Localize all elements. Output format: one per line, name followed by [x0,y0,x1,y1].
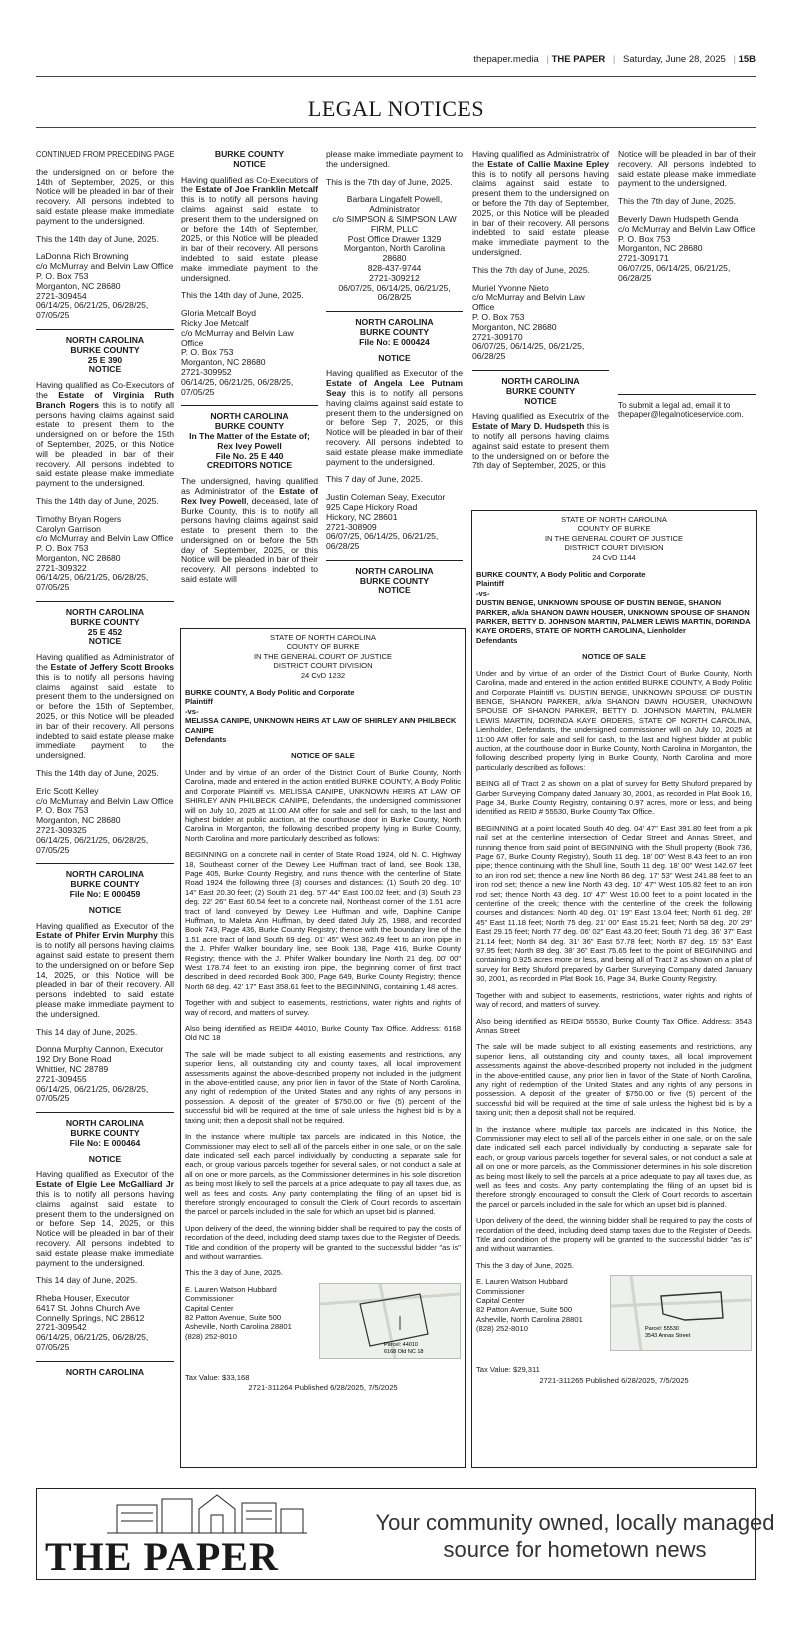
text-line: NORTH CAROLINA [355,565,434,576]
text-line: Morganton, North Carolina [343,243,446,254]
text-line: 2721-309171 [618,253,669,264]
text-line: BURKE COUNTY [214,149,285,159]
text-line: Ricky Joe Metcalf [181,317,249,328]
text-line: Muriel Yvonne Nieto [472,282,549,293]
text-line: c/o McMurray and Belvin Law Office [181,327,294,348]
text-line: 2721-309325 [36,825,87,836]
sale-text: In the instance where multiple tax parcels are indicated in this Notice, the Commissioner may elect to sell all of the parcels either in one sale, or on the sale date indicated sell each parcel individually by conducting a separate sale for each, or group various parcels together for several sales, or not conduct a sale at all on one or more parcels, as the Commissioner determines in his sole discretion as being most likely to sell the parcels at a price adequate to pay all taxes due, as well as fees and costs. Any party contemplating the filing of an upset bid is therefore strongly encouraged to consult the Clerk of Court records to ascertain the parcel or parcels included in the sale for which an upset bid is planned. [185,1132,461,1217]
text-line: NORTH CAROLINA [65,607,145,618]
text-line: 25 E 390 [87,354,123,365]
text-line: 192 Dry Bone Road [36,1054,112,1065]
map-address-label: 6168 Old NC 18 [384,1348,424,1355]
notice-signature [618,215,756,284]
notice-divider [326,311,463,312]
notice-divider [36,1112,174,1113]
notice-text: Having qualified as Executor of the Estate of Phifer Ervin Murphy this is to notify all persons having claims against said estate to present them to the undersigned on or before Sep 14, 2025, or this Notice will be pleaded in bar of their recovery. All persons indebted to said estate please make immediate payment to the undersigned. [36,920,174,1019]
text-line: Capital Center [185,1303,234,1313]
text-line: NOTICE [233,158,266,169]
notice-date: This the 7th day of June, 2025. [618,196,737,207]
case-parties [185,688,461,744]
sale-text: BEING all of Tract 2 as shown on a plat of survey for Betty Shuford prepared by Garber Surveying Company dated January 30, 2001, as recorded in Plat Book 16, Page 34, Burke County Registry, containing 0.97 acres, more or less, and being identified as REID # 55530, Burke County Tax Office. [476,779,752,817]
notice-text: the undersigned on or before the 14th of September, 2025, or this Notice will be pleaded in bar of their recovery. All persons indebted to said estate please make immediate payment to the undersigned. [36,166,174,226]
notice-divider [618,394,756,395]
notice-date: This the 7th day of June, 2025. [472,264,591,275]
notice-of-sale-box [471,510,757,1468]
notice-signature [181,309,318,397]
text-line: 2721-309542 [36,1322,87,1333]
notice-heading [326,318,463,347]
notice-heading [36,1119,174,1148]
text-line: File No: E 000464 [69,1137,141,1148]
text-line: c/o McMurray and Belvin Law Office [36,261,174,272]
notice-of-sale-box [180,628,466,1468]
notice-divider [36,1361,174,1362]
text-line: STATE OF NORTH CAROLINA [270,633,376,642]
text-line: 06/14/25, 06/21/25, 06/28/25, 07/05/25 [36,300,149,321]
section-title: LEGAL NOTICES [307,96,485,121]
text-line: Morganton, NC 28680 [472,321,557,332]
text-line: Connelly Springs, NC 28612 [36,1312,145,1323]
text-line: Post Office Drawer 1329 [347,233,442,244]
notice-heading [181,150,318,170]
text-line: c/o SIMPSON & SIMPSON LAW FIRM, PLLC [332,213,457,234]
sale-text: Together with and subject to easements, restrictions, water rights and rights of way of record, and matters of survey. [476,990,752,1010]
text-line: P. O. Box 753 [36,543,89,554]
continued-label: CONTINUED FROM PRECEDING PAGE [36,150,175,159]
text-line: Plaintiff [185,697,213,707]
text-line: 28680 [382,253,407,264]
text-line: Rex Ivey Powell [217,440,282,451]
text-line: BURKE COUNTY [359,326,430,337]
text-line: 06/14/25, 06/21/25, 06/28/25, 07/05/25 [36,572,149,593]
notice-heading [36,336,174,375]
text-line: NOTICE [88,636,122,647]
notice-signature [36,1294,174,1353]
text-line: 2721-308909 [326,521,377,532]
notice-heading [36,608,174,647]
notice-divider [472,370,609,371]
text-line: (828) 252-8010 [476,1324,528,1334]
text-line: BURKE COUNTY [70,616,140,627]
text-line: File No: E 000424 [359,336,430,347]
text-line: NOTICE [524,395,557,406]
notice-date: This 14 day of June, 2025. [36,1275,138,1286]
notice-text: Notice will be pleaded in bar of their recovery. All persons indebted to said estate please make immediate payment to the undersigned. [618,149,756,189]
notice-text: please make immediate payment to the undersigned. [326,149,463,169]
text-line: Carolyn Garrison [36,523,101,534]
text-line: BURKE COUNTY [70,1127,140,1138]
text-line: BURKE COUNTY, A Body Politic and Corporate [476,570,646,580]
text-line: Whittier, NC 28789 [36,1063,109,1074]
text-line: Morganton, NC 28680 [618,243,703,254]
text-line: CREDITORS NOTICE [206,460,293,471]
notice-divider [326,560,463,561]
text-line: BURKE COUNTY, A Body Politic and Corporate [185,688,355,698]
notice-date: This is the 7th day of June, 2025. [326,176,453,187]
tax-value: Tax Value: $29,311 [476,1365,540,1375]
text-line: LaDonna Rich Browning [36,251,129,262]
notice-divider [36,601,174,602]
sale-text: The sale will be made subject to all existing easements and restrictions, any superior liens, all outstanding city and county taxes, all local improvement assessments against the above-described property not included in the judgment in the above-entitled cause, any prior lien in favor of the State of North Carolina, any right of redemption of the United States and any rights of any persons in possession. A deposit of the greater of $750.00 or five (5) percent of the successful bid will be required at the time of sale unless the highest bid is by a taxing unit; then a deposit shall not be required. [476,1042,752,1118]
notice-text: Having qualified as Administratrix of the Estate of Callie Maxine Epley this is to notify all persons having claims against said estate to present them to the undersigned on or before the 7th day of September, 2025, or this Notice will be pleaded in bar of their recovery. All persons indebted to said estate please make immediate payment to the undersigned. [472,149,609,257]
text-line: File No: E 000459 [69,889,141,899]
notice-text: Having qualified as Executor of the Estate of Elgie Lee McGalliard Jr this is to notify all persons having claims against said estate to present them to the undersigned on or before Sep 14, 2025, or this Notice will be pleaded in bar of their recovery. All persons indebted to said estate please make immediate payment to the undersigned. [36,1169,174,1268]
column-4 [472,150,609,479]
sale-text: Also being identified as REID# 55530, Burke County Tax Office. Address: 3543 Annas Street [476,1016,752,1035]
text-line: P. O. Box 753 [181,347,234,358]
notice-signature [36,787,174,856]
text-line: BURKE COUNTY [505,385,576,396]
text-line: 06/14/25, 06/21/25, 06/28/25, 07/05/25 [36,1083,149,1104]
text-line: 06/07/25, 06/14/25, 06/21/25, 06/28/25 [326,531,439,552]
paper-name: THE PAPER [551,54,606,65]
sale-title: NOTICE OF SALE [582,652,646,662]
text-line: (828) 252-8010 [185,1331,237,1341]
court-heading [185,633,461,680]
sale-text: Upon delivery of the deed, the winning bidder shall be required to pay the costs of recordation of the deed, including deed stamp taxes due to the Register of Deeds. Title and condition of the property will be granted to the successful bidder "as is" and without warranties. [185,1223,461,1261]
text-line: In The Matter of the Estate of; [189,430,310,441]
text-line: Asheville, North Carolina 28801 [185,1322,292,1332]
map-parcel-label: Parcel: 44010 [384,1341,418,1348]
column-5 [618,150,756,428]
notice-heading [472,377,609,406]
notice-label: NOTICE [88,1153,122,1164]
text-line: 2721-309455 [36,1073,87,1084]
text-line: 2721-309170 [472,331,523,342]
notice-date: This the 14th day of June, 2025. [36,233,159,244]
text-line: IN THE GENERAL COURT OF JUSTICE [253,651,393,661]
sale-text: Under and by virtue of an order of the District Court of Burke County, North Carolina, made and entered in the action entitled BURKE COUNTY, A Body Politic and Corporate Plaintiff vs. DUSTIN BENGE, UNKNOWN SPOUSE OF DUSTIN BENGE, SHANON PARKER, a/k/a SHANON DAWN HOUSER, UNKNOWN SPOUSE OF SHANON PARKER, BETTY D. JOHNSON MARTIN, PALMER LEWIS MARTIN, DORINDA KAYE ORDERS, STATE OF NORTH CAROLINA, Lienholder, Defendants, the undersigned commissioner will on July 10, 2025 at 11:00 AM offer for sale and sell for cash, to the last and highest bidder at public auction, at the courthouse door in Burke County, North Carolina in Morganton, the following described property lying in Burke County, North Carolina and more particularly described as follows: [476,668,752,772]
text-line: 06/14/25, 06/21/25, 06/28/25, 07/05/25 [36,1332,149,1353]
text-line: NORTH CAROLINA [210,411,289,422]
notice-signature [36,252,174,321]
text-line: Asheville, North Carolina 28801 [476,1314,583,1324]
notice-text: Having qualified as Co-Executors of the Estate of Virginia Ruth Branch Rogers this is to notify all persons having claims against said estate to present them to the undersigned on or before the 15th of September, 2025, or this Notice will be pleaded in bar of their recovery. All persons indebted to said estate please make immediate payment to the undersigned. [36,380,174,489]
notice-text: Having qualified as Executor of the Estate of Angela Lee Putnam Seay this is to notify all persons having claims against said estate to present them to the undersigned on or before Sep 7, 2025, or this Notice will be pleaded in bar of their recovery. All persons indebted to said estate please make immediate payment to the undersigned. [326,368,463,467]
paper-logo: THE PAPER [45,1534,279,1579]
text-line: 06/14/25, 06/21/25, 06/28/25, 07/05/25 [36,834,149,855]
sale-date: This the 3 day of June, 2025. [185,1268,283,1278]
sale-text: Upon delivery of the deed, the winning bidder shall be required to pay the costs of recordation of the deed, including deed stamp taxes due to the Register of Deeds. Title and condition of the property will be granted to the successful bidder "as is" and without warranties. [476,1216,752,1254]
text-line: P. O. Box 753 [36,270,89,281]
notice-signature [36,1045,174,1104]
notice-heading: NORTH CAROLINA [65,1366,145,1377]
text-line: DISTRICT COURT DIVISION [273,661,373,671]
parcel-map-drawing [320,1284,460,1358]
text-line: 2721-309212 [369,272,420,283]
text-line: MELISSA CANIPE, UNKNOWN HEIRS AT LAW OF SHIRLEY ANN PHILBECK CANIPE [185,716,457,735]
text-line: Eric Scott Kelley [36,785,99,796]
parcel-map [610,1275,752,1351]
town-buildings-icon [107,1491,307,1535]
column-1 [36,150,174,1384]
tax-value: Tax Value: $33,168 [185,1372,250,1382]
notice-text: Having qualified as Administrator of the Estate of Jeffery Scott Brooks this is to notify all persons having claims against said estate to present them to the undersigned on or before the 15th of September, 2025, or this Notice will be pleaded in bar of their recovery. All persons indebted to said estate please make immediate payment to the undersigned. [36,652,175,761]
text-line: STATE OF NORTH CAROLINA [561,515,667,524]
text-line: Timothy Bryan Rogers [36,513,122,524]
sale-text: Together with and subject to easements, restrictions, water rights and rights of way of record, and matters of survey. [185,998,461,1017]
notice-label: NOTICE [378,352,411,363]
text-line: COUNTY OF BURKE [286,642,360,652]
submit-ad-info: To submit a legal ad, email it to thepaper@legalnoticeservice.com. [618,400,744,420]
text-line: 2721-309322 [36,562,87,573]
text-line: E. Lauren Watson Hubbard [185,1284,277,1294]
text-line: File No. 25 E 440 [215,450,284,461]
publication-info: 2721-311264 Published 6/28/2025, 7/5/2025 [248,1383,398,1393]
tagline: Your community owned, locally managed source for hometown news [375,1510,775,1562]
sale-text: Under and by virtue of an order of the District Court of Burke County, North Carolina, made and entered in the action entitled BURKE COUNTY, A Body Politic and Corporate Plaintiff vs. MELISSA CANIPE, UNKNOWN HEIRS AT LAW OF SHIRLEY ANN PHILBECK CANIPE, Defendants, the undersigned commissioner will on July 10, 2025 at 11:00 AM offer for sale and sell for cash, to the last and highest bidder at public auction, at the courthouse door in Burke County, North Carolina in Morganton, the following described property lying in Burke County, North Carolina and more particularly described as follows: [185,767,461,843]
text-line: NORTH CAROLINA [501,375,580,386]
text-line: 25 E 452 [87,626,123,637]
sale-text: In the instance where multiple tax parcels are indicated in this Notice, the Commissioner may elect to sell all of the parcels either in one sale, or on the sale date indicated sell each parcel individually by conducting a separate sale for each, or group various parcels together for several sales, or not conduct a sale at all on one or more parcels, as the Commissioner determines in his sole discretion as being most likely to sell the parcels at a price adequate to pay all taxes due, as well as fees and costs. Any party contemplating the filing of an upset bid is therefore strongly encouraged to consult the Clerk of Court records to ascertain the parcel or parcels included in the sale for which an upset bid is planned. [476,1124,752,1209]
text-line: 24 CvD 1144 [592,552,636,562]
text-line: P. O. Box 753 [618,233,671,244]
text-line: P. O. Box 753 [472,311,525,322]
text-line: Donna Murphy Cannon, Executor [36,1044,164,1055]
text-line: 24 CvD 1232 [300,670,346,680]
text-line: P. O. Box 753 [36,805,89,816]
text-line: IN THE GENERAL COURT OF JUSTICE [544,533,684,543]
notice-heading [36,870,174,899]
text-line: c/o McMurray and Belvin Law Office [618,223,756,234]
notice-date: This the 14th day of June, 2025. [36,768,159,779]
parcel-map [319,1283,461,1359]
text-line: BURKE COUNTY [359,575,430,586]
text-line: c/o McMurray and Belvin Law Office [472,292,585,313]
page-number: 15B [738,54,756,65]
text-line: 6417 St. Johns Church Ave [36,1302,140,1313]
text-line: Beverly Dawn Hudspeth Genda [618,213,739,224]
text-line: E. Lauren Watson Hubbard [476,1277,568,1287]
text-line: 06/07/25, 06/14/25, 06/21/25, 06/28/25 [472,341,585,362]
text-line: DISTRICT COURT DIVISION [564,543,664,553]
text-line: Capital Center [476,1296,525,1306]
map-address-label: 3543 Annas Street [645,1333,691,1340]
text-line: 925 Cape Hickory Road [326,501,418,512]
notice-label: NOTICE [88,904,122,915]
sale-date: This the 3 day of June, 2025. [476,1260,574,1270]
site-url[interactable]: thepaper.media [473,54,539,65]
publication-info: 2721-311265 Published 6/28/2025, 7/5/2025 [539,1375,689,1385]
text-line: Morganton, NC 28680 [181,357,266,368]
text-line: Gloria Metcalf Boyd [181,308,256,319]
sale-text: BEGINNING at a point located South 40 deg. 04' 47" East 391.80 feet from a pk nail set at the centerline intersection of Cedar Street and Annas Street, and running thence from said point of BEGINNING with the Shull property (Book 736, Page 67, Burke County Registry), South 11 deg. 18' 00" West 8.43 feet to an iron pipe; thence continuing with the Shull line, South 11 deg. 18' 00" West 142.67 feet to an iron rod set; thence a new line North 86 deg. 17' 53" West 241.88 feet to an iron rod set; thence a new line North 43 deg. 10' 47" West 105.82 feet to an iron rod set; thence North 43 deg. 10' 47" West 10.00 feet to a point located in the centerline of the creek; thence with the centerline of the creek the following courses and distances: North 40 deg. 01' 19" East 13.04 feet; North 61 deg. 28' 45" East 11.18 feet; North 75 deg. 21' 00" East 15.21 feet; North 58 deg. 20' 29" East 29.15 feet; North 77 deg. 06' 02" East 43.20 feet; South 71 deg. 36' 37" East 21.14 feet; North 84 deg. 31' 36" East 57.78 feet; North 87 deg. 15' 53" East 97.95 feet; North 89 deg. 38' 36" East 75.65 feet to the point of BEGINNING and containing 0.925 acres more or less, and being all of Tract 2 as shown on a plat of survey for Betty Shuford prepared by Garber Surveying Company dated January 30, 2001, as recorded in Plat Book 16, Page 34, Burke County Registry. [476,823,752,984]
notice-heading [326,567,463,596]
text-line: Justin Coleman Seay, Executor [326,492,446,503]
text-line: Plaintiff [476,579,504,589]
sale-text: BEGINNING on a concrete nail in center of State Road 1924, old N. C. Highway 18, Southeast corner of the Dewey Lee Huffman tract of land, see Book 138, Page 405, Burke County Registry, and runs thence with the centerline of State Road 1924 the following three (3) courses and distances: (1) South 20 deg. 10' 14" East 20.30 feet; (2) South 21 deg. 57' 44" East 100.02 feet; and (3) South 23 deg. 22' 26" East 60.54 feet to a concrete nail, Northeast corner of the 1.51 acre tract of land conveyed by Dewey Lee Huffman and wife, Daphine Canipe Huffman, to Maleta Ann Huffman, by deed dated July 25, 1988, and recorded Book 743, Page 436, Burke County Registry; thence with the boundary line of the 1.51 acre tract of land South 69 deg. 01' 45" West 362.49 feet to an iron pipe in the J. Phifer Walker boundary line, see Book 138, Page 416, Burke County Registry; thence with the J. Phifer Walker boundary line North 21 deg. 00' 00" West 178.74 feet to an existing iron pipe, the beginning corner of first tract described in deed recorded Book 300, Page 649, Burke County Registry; thence North 68 deg. 42' 17" East 358.61 feet to the BEGINNING, containing 1.48 acres. [185,850,461,991]
parcel-map-drawing [611,1276,751,1350]
text-line: BURKE COUNTY [70,879,140,890]
case-parties [476,570,752,645]
notice-divider [181,405,318,406]
notice-date: This the 14th day of June, 2025. [181,290,304,301]
text-line: NORTH CAROLINA [65,869,145,880]
text-line: 82 Patton Avenue, Suite 500 [185,1313,282,1322]
title-divider [36,127,756,128]
text-line: NORTH CAROLINA [65,1118,145,1129]
text-line: Hickory, NC 28601 [326,511,398,522]
notice-divider [36,329,174,330]
text-line: NORTH CAROLINA [355,317,434,328]
column-3 [326,150,463,602]
notice-signature [472,284,609,362]
sale-title: NOTICE OF SALE [291,751,355,761]
sale-text: The sale will be made subject to all existing easements and restrictions, any superior liens, all outstanding city and county taxes, all local improvement assessments against the above-described property not included in the judgment in the above-entitled cause, any prior lien in favor of the State of North Carolina, any right of redemption of the United States and any rights of any persons in possession. A deposit of the greater of $750.00 or five (5) percent of the successful bid will be required at the time of sale unless the highest bid is by a taxing unit; then a deposit shall not be required. [185,1049,461,1125]
notice-signature [326,493,463,552]
text-line: Administrator [369,204,420,215]
text-line: 06/07/25, 06/14/25, 06/21/25, 06/28/25 [338,282,451,303]
text-line: c/o McMurray and Belvin Law Office [36,795,174,806]
notice-date: This the 14th day of June, 2025. [36,495,159,506]
text-line: -vs- [476,588,490,598]
text-line: -vs- [185,706,199,716]
issue-date: Saturday, June 28, 2025 [622,54,726,65]
text-line: NOTICE [378,585,411,596]
text-line: DUSTIN BENGE, UNKNOWN SPOUSE OF DUSTIN BENGE, SHANON PARKER, a/k/a SHANON DAWN HOUSER, UNKNOWN SPOUSE OF SHANON PARKER, BETTY D. JOHNSON MARTIN, PALMER LEWIS MARTIN, DORINDA KAYE ORDERS, STATE OF NORTH CAROLINA, Lienholder [476,598,751,636]
notice-text: Having qualified as Executrix of the Estate of Mary D. Hudspeth this is to notify all persons having claims against said estate to present them to the undersigned on or before the 7th day of September, 2025, or this [472,411,609,471]
text-line: BURKE COUNTY [70,344,140,355]
notice-divider [36,863,174,864]
notice-date: This 14 day of June, 2025. [36,1026,138,1037]
notice-signature [36,515,174,593]
text-line: Morganton, NC 28680 [36,280,121,291]
text-line: Morganton, NC 28680 [36,552,121,563]
text-line: Defendants [476,635,518,645]
map-parcel-label: Parcel: 55530 [645,1326,679,1333]
text-line: 82 Patton Avenue, Suite 500 [476,1305,573,1315]
text-line: COUNTY OF BURKE [577,524,651,534]
notice-text: Having qualified as Co-Executors of the Estate of Joe Franklin Metcalf this is to notify all persons having claims against said estate to present them to the undersigned on or before the 14th of September, 2025, or this Notice will be pleaded in bar of their recovery. All persons indebted to said estate please make immediate payment to the undersigned. [181,174,318,283]
text-line: 828-437-9744 [367,262,422,273]
notice-heading [181,412,318,471]
notice-text: The undersigned, having qualified as Administrator of the Estate of Rex Ivey Powell, deceased, late of Burke County, this is to notify all persons having claims against said estate to present them to the undersigned on or before the 5th day of September, 2025, or this Notice will be pleaded in bar of their recovery. All persons indebted to said estate will [181,476,318,585]
notice-signature [326,195,463,303]
text-line: Commissioner [185,1294,234,1304]
text-line: NOTICE [88,364,122,375]
text-line: c/o McMurray and Belvin Law Office [36,533,174,544]
text-line: 06/14/25, 06/21/25, 06/28/25, 07/05/25 [181,376,294,397]
column-2 [181,150,318,593]
house-ad[interactable] [36,1488,775,1580]
notice-date: This 7 day of June, 2025. [326,474,423,485]
text-line: Defendants [185,735,227,745]
court-heading [476,515,752,562]
text-line: 2721-309952 [181,366,232,377]
text-line: 06/07/25, 06/14/25, 06/21/25, 06/28/25 [618,262,731,283]
text-line: 2721-309454 [36,290,87,301]
text-line: Rheba Houser, Executor [36,1293,130,1304]
text-line: Morganton, NC 28680 [36,815,121,826]
sale-text: Also being identified as REID# 44010, Burke County Tax Office. Address: 6168 Old NC 18 [185,1024,461,1043]
page-header: thepaper.media | THE PAPER | Saturday, June 28, 2025 | 15B [36,54,756,77]
text-line: BURKE COUNTY [214,421,285,432]
text-line: Commissioner [476,1286,525,1296]
text-line: Barbara Lingafelt Powell, [346,194,443,205]
text-line: NORTH CAROLINA [65,334,145,345]
